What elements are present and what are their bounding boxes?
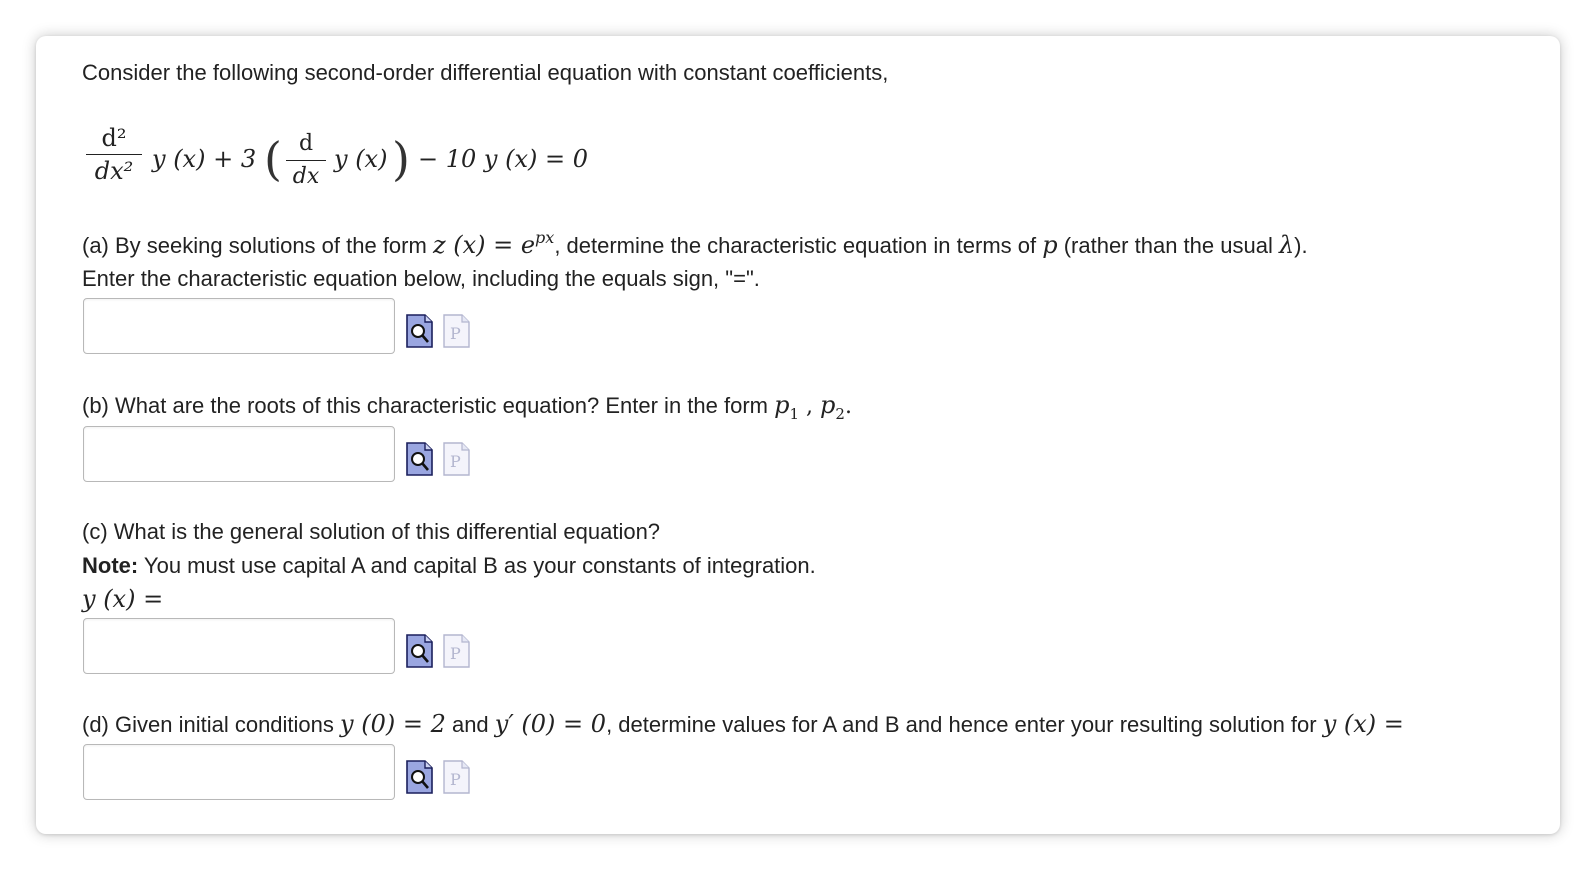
part-a-question: (a) By seeking solutions of the form z $(x) = e^{px}$, determine the characteristic equation in terms of p (rather than the usual λ). xyxy=(82,228,1308,259)
part-b-question: (b) What are the roots of this characteristic equation? Enter in the form $p_1$ , $p_2$. xyxy=(82,391,852,423)
preview-icon[interactable] xyxy=(406,442,433,476)
preview-icon[interactable] xyxy=(406,760,433,794)
svg-text:P: P xyxy=(450,324,461,343)
second-derivative-denominator: dx² xyxy=(94,157,134,185)
answer-input-d[interactable] xyxy=(83,744,395,800)
second-derivative-numerator: d² xyxy=(101,124,127,152)
svg-text:P: P xyxy=(450,770,461,789)
answer-input-c[interactable] xyxy=(83,618,395,674)
preview-icon[interactable] xyxy=(406,634,433,668)
equation-term-1: y (x) + 3 xyxy=(152,145,257,173)
part-a-instruction: Enter the characteristic equation below, including the equals sign, "=". xyxy=(82,266,760,291)
answer-input-b[interactable] xyxy=(83,426,395,482)
part-d-question: (d) Given initial conditions y (0) = 2 and y′ (0) = 0, determine values for A and B and hence enter your resulting solution for y (x) = xyxy=(82,710,1404,738)
preview-icon[interactable] xyxy=(406,314,433,348)
right-paren: ) xyxy=(392,132,410,186)
formula-palette-icon[interactable] xyxy=(443,442,470,476)
formula-palette-icon[interactable] xyxy=(443,760,470,794)
second-derivative-fraction xyxy=(86,124,142,185)
first-derivative-numerator: d xyxy=(298,131,314,156)
part-c-question: (c) What is the general solution of this differential equation? xyxy=(82,519,661,544)
formula-palette-icon[interactable] xyxy=(443,314,470,348)
part-c-note: Note: You must use capital A and capital B as your constants of integration. xyxy=(82,553,816,578)
left-paren: ( xyxy=(264,132,282,186)
svg-text:P: P xyxy=(450,644,461,663)
first-derivative-denominator: dx xyxy=(292,164,320,189)
answer-input-a[interactable] xyxy=(83,298,395,354)
equation-term-3: − 10 y (x) = 0 xyxy=(418,145,588,173)
first-derivative-fraction xyxy=(286,130,326,191)
formula-palette-icon[interactable] xyxy=(443,634,470,668)
svg-text:P: P xyxy=(450,452,461,471)
equation-term-2: y (x) xyxy=(334,145,388,173)
intro-text: Consider the following second-order differential equation with constant coefficients, xyxy=(82,60,889,85)
part-c-math-label: y (x) = xyxy=(82,585,164,613)
